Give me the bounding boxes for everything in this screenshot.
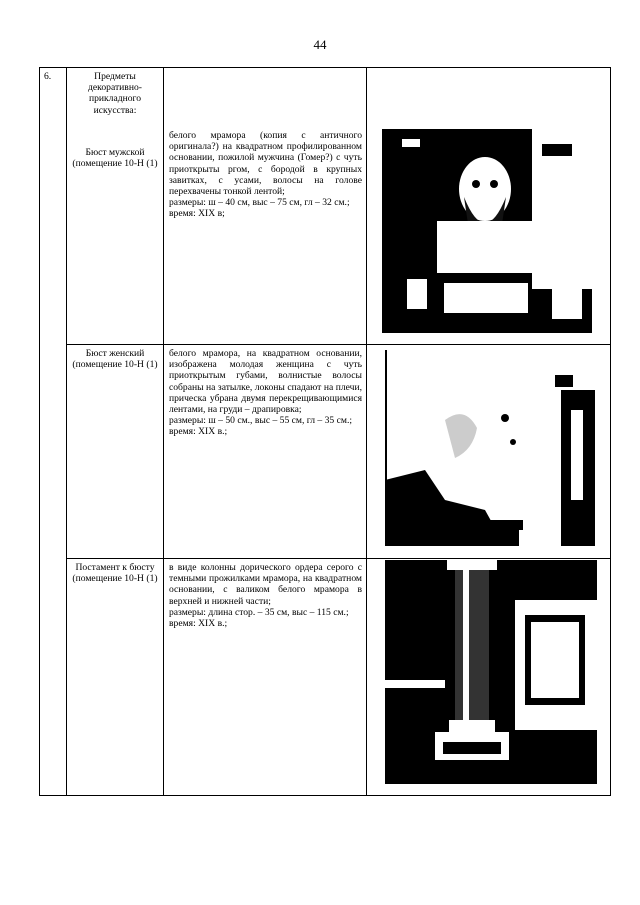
section-number: 6.	[40, 68, 67, 796]
item-photo-cell	[367, 559, 611, 796]
table-row	[40, 68, 611, 345]
table-row	[40, 559, 611, 796]
item-photo-cell	[367, 68, 611, 345]
pedestal-photo	[385, 560, 597, 784]
item-name-cell	[67, 68, 164, 345]
page-number: 44	[313, 37, 327, 52]
item-period: время: XIX в;	[169, 208, 225, 220]
item-name: Постамент к бюсту (помещение 10-Н (1)	[72, 562, 158, 585]
item-description: белого мрамора (копия с античного оригинала?) на квадратном профилированном основании, пожилой мужчина (Гомер?) с чуть приоткрыты ргом, с бородой в крупных завитках, с усами, волосы на голове перехвачены тонкой лентой;	[169, 130, 362, 198]
item-name-cell	[67, 345, 164, 559]
item-description-cell	[164, 559, 367, 796]
item-description-cell	[164, 345, 367, 559]
item-period: время: XIX в.;	[169, 618, 228, 630]
item-period: время: XIX в.;	[169, 426, 228, 438]
item-description: в виде колонны дорического ордера серого с темными прожилками мрамора, на квадратном основании, с валиком белого мрамора в верхней и нижней части;	[169, 562, 362, 607]
item-name-cell	[67, 559, 164, 796]
item-description: белого мрамора, на квадратном основании, изображена молодая женщина с чуть приоткрытым губами, волнистые волосы собраны на затылке, локоны спадают на плечи, прическа убрана двумя перекрещивающимися лентами, на груди – драпировка;	[169, 348, 362, 416]
item-name: Бюст мужской (помещение 10-Н (1)	[72, 146, 158, 170]
male-bust-photo	[382, 129, 592, 333]
item-dimensions: размеры: длина стор. – 35 см, выс – 115 см.;	[169, 606, 349, 618]
table-row	[40, 345, 611, 559]
item-dimensions: размеры: ш – 50 см., выс – 55 см, гл – 35 см.;	[169, 415, 353, 427]
item-name: Бюст женский (помещение 10-Н (1)	[72, 348, 158, 371]
item-photo-cell	[367, 345, 611, 559]
female-bust-photo	[385, 350, 595, 546]
section-title: Предметы декоративно-прикладного искусства:	[88, 71, 142, 116]
item-description-cell	[164, 68, 367, 345]
item-dimensions: размеры: ш – 40 см, выс – 75 см, гл – 32 см.;	[169, 197, 350, 209]
inventory-table	[39, 67, 611, 796]
